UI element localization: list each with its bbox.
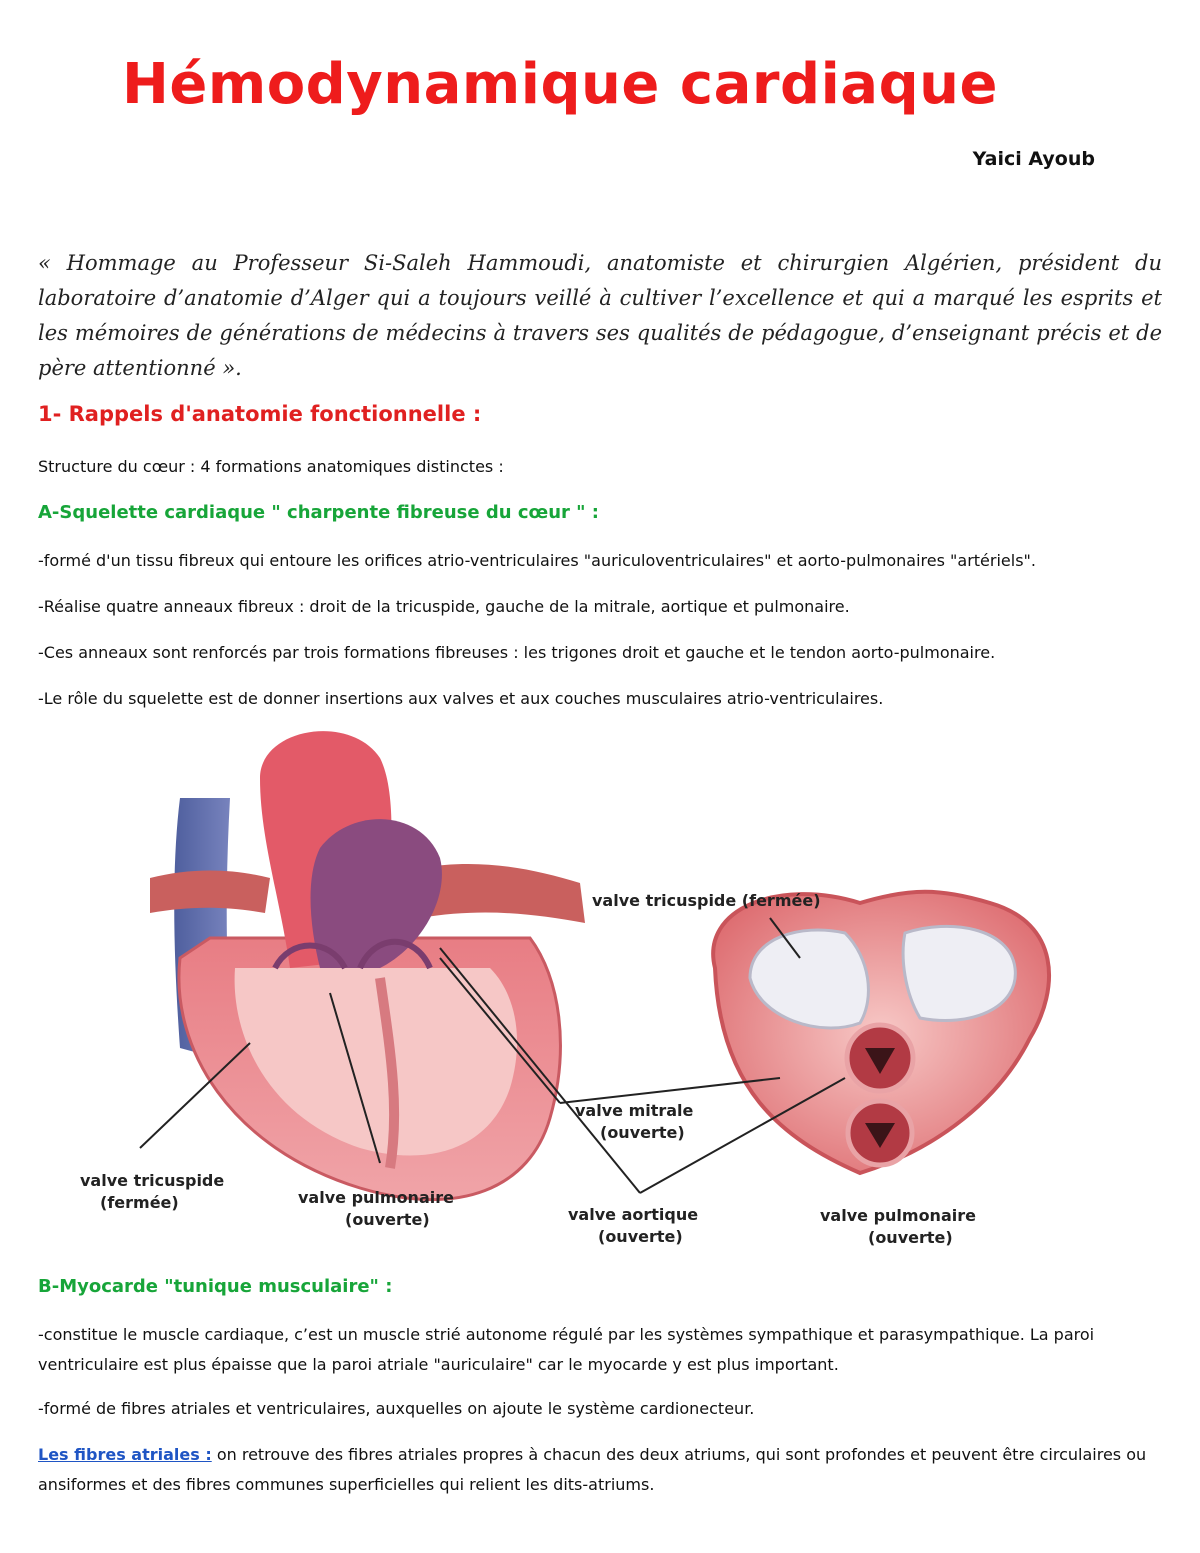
section-1-heading: 1- Rappels d'anatomie fonctionnelle : [38, 402, 482, 426]
valve-plane-section [713, 892, 1049, 1173]
label-aortic-state: (ouverte) [598, 1227, 683, 1246]
heart-cross-section [150, 731, 585, 1199]
section-b-paragraph-3 [38, 1440, 1162, 1500]
atrial-fibers-link[interactable]: Les fibres atriales : [38, 1445, 212, 1464]
mitral-valve-shape [903, 926, 1015, 1020]
atrial-fibers-text: on retrouve des fibres atriales propres à chacun des deux atriums, qui sont profondes et peuvent être circulaires ou ansiformes et des fibres communes superficielles qui relient les dits-atriums. [38, 1445, 1147, 1494]
label-tricuspid-left-state: (fermée) [100, 1193, 179, 1212]
section-b-paragraph-1: -constitue le muscle cardiaque, c’est un muscle strié autonome régulé par les systèmes sympathique et parasympathique. La paroi ventriculaire est plus épaisse que la paroi atriale "auriculaire" car le myocarde y est plus important. [38, 1325, 1095, 1374]
section-a-paragraph-4: -Le rôle du squelette est de donner insertions aux valves et aux couches musculaires atrio-ventriculaires. [38, 689, 884, 708]
label-pulmonary-right: valve pulmonaire [820, 1206, 976, 1225]
section-a-paragraph-2: -Réalise quatre anneaux fibreux : droit de la tricuspide, gauche de la mitrale, aortique et pulmonaire. [38, 597, 850, 616]
dedication-quote: « Hommage au Professeur Si-Saleh Hammoudi, anatomiste et chirurgien Algérien, président du laboratoire d’anatomie d’Alger qui a toujours veillé à cultiver l’excellence et qui a marqué les esprits et les mémoires de générations de médecins à travers ses qualités de pédagogue, d’enseignant précis et de père attentionné ». [38, 251, 1162, 380]
section-1-intro: Structure du cœur : 4 formations anatomiques distinctes : [38, 457, 504, 476]
document-title: Hémodynamique cardiaque [122, 52, 998, 117]
section-b-paragraph-2: -formé de fibres atriales et ventriculaires, auxquelles on ajoute le système cardionecteur. [38, 1399, 755, 1418]
pulmonary-vein-shape [420, 864, 585, 923]
label-tricuspid-left: valve tricuspide [80, 1171, 225, 1190]
left-vessel-shape [150, 871, 270, 914]
section-a-paragraph-3: -Ces anneaux sont renforcés par trois formations fibreuses : les trigones droit et gauche et le tendon aorto-pulmonaire. [38, 643, 996, 662]
section-b-heading: B-Myocarde "tunique musculaire" : [38, 1276, 393, 1297]
label-mitral: valve mitrale [575, 1101, 694, 1120]
label-tricuspid-right: valve tricuspide (fermée) [592, 891, 821, 910]
label-aortic: valve aortique [568, 1205, 699, 1224]
section-a-paragraph-1: -formé d'un tissu fibreux qui entoure les orifices atrio-ventriculaires "auriculoventriculaires" et aorto-pulmonaires "artériels". [38, 551, 1036, 570]
heart-valves-figure [60, 718, 1060, 1258]
label-mitral-state: (ouverte) [600, 1123, 685, 1142]
section-a-heading: A-Squelette cardiaque " charpente fibreuse du cœur " : [38, 502, 599, 523]
label-pulmonary-left-state: (ouverte) [345, 1210, 430, 1229]
author-name: Yaici Ayoub [972, 148, 1095, 170]
label-pulmonary-right-state: (ouverte) [868, 1228, 953, 1247]
label-pulmonary-left: valve pulmonaire [298, 1188, 454, 1207]
